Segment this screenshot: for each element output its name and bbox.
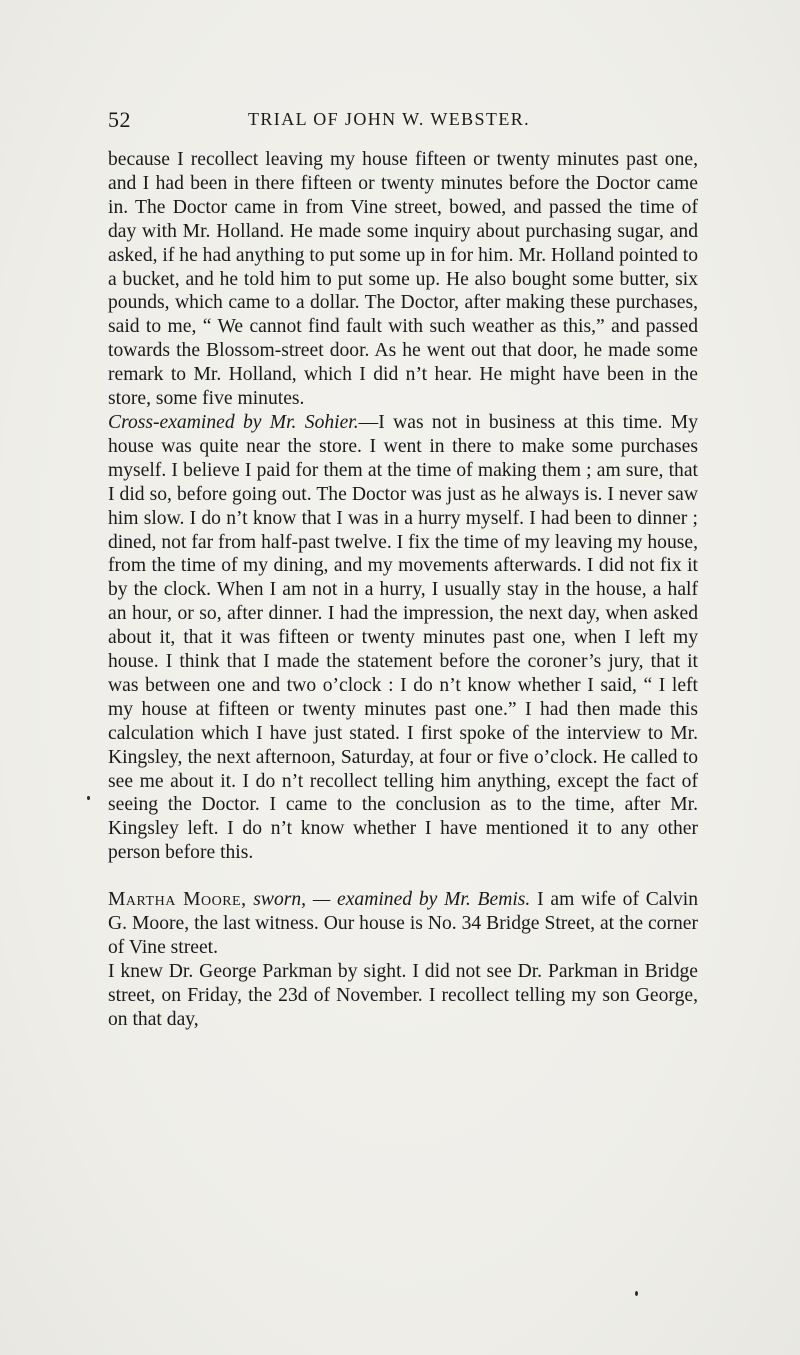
ink-speck	[635, 1291, 638, 1296]
page-header	[108, 107, 708, 133]
paragraph-testimony-continued: because I recollect leaving my house fifteen or twenty minutes past one, and I had been in there fifteen or twenty minutes before the Doctor came in. The Doctor came in from Vine street, bowed, and passed the time of day with Mr. Holland. He made some inquiry about purchasing sugar, and asked, if he had anything to put some up in for him. Mr. Holland pointed to a bucket, and he told him to put some up. He also bought some butter, six pounds, which came to a dollar. The Doctor, after making these purchases, said to me, “ We cannot find fault with such weather as this,” and passed towards the Blossom-street door. As he went out that door, he made some remark to Mr. Holland, which I did n’t hear. He might have been in the store, some five minutes.	[108, 149, 698, 410]
cross-examined-heading: Cross-examined by Mr. Sohier.	[108, 411, 359, 433]
paragraph-cross-examination	[108, 411, 698, 865]
sworn-examined-heading: sworn, — examined by Mr. Bemis.	[253, 889, 531, 911]
ink-speck	[87, 796, 90, 800]
paragraph-knew-parkman: I knew Dr. George Parkman by sight. I did not see Dr. Parkman in Bridge street, on Friday, the 23d of November. I recollect telling my son George, on that day,	[108, 960, 698, 1030]
page-number: 52	[108, 107, 131, 132]
running-head: TRIAL OF JOHN W. WEBSTER.	[248, 109, 531, 129]
martha-moore-text: I am wife of Calvin G. Moore, the last witness. Our house is No. 34 Bridge Street, at the corner of Vine street.	[108, 889, 698, 958]
paragraph-martha-moore	[108, 888, 698, 960]
witness-name: Martha Moore,	[108, 889, 247, 911]
cross-examination-text: —I was not in business at this time. My house was quite near the store. I went in there to make some purchases myself. I believe I paid for them at the time of making them ; am sure, that I did so, before going out. The Doctor was just as he always is. I never saw him slow. I do n’t know that I was in a hurry myself. I had been to dinner ; dined, not far from half-past twelve. I fix the time of my leaving my house, from the time of my dining, and my movements afterwards. I did not fix it by the clock. When I am not in a hurry, I usually stay in the house, a half an hour, or so, after dinner. I had the impression, the next day, when asked about it, that it was fifteen or twenty minutes past one, when I left my house. I think that I made the statement before the coroner’s jury, that it was between one and two o’clock : I do n’t know whether I said, “ I left my house at fifteen or twenty minutes past one.” I had then made this calculation which I have just stated. I first spoke of the interview to Mr. Kingsley, the next afternoon, Saturday, at four or five o’clock. He called to see me about it. I do n’t recollect telling him anything, except the fact of seeing the Doctor. I came to the conclusion as to the time, after Mr. Kingsley left. I do n’t know whether I have mentioned it to any other person before this.	[108, 411, 699, 864]
body-text	[108, 148, 698, 1032]
